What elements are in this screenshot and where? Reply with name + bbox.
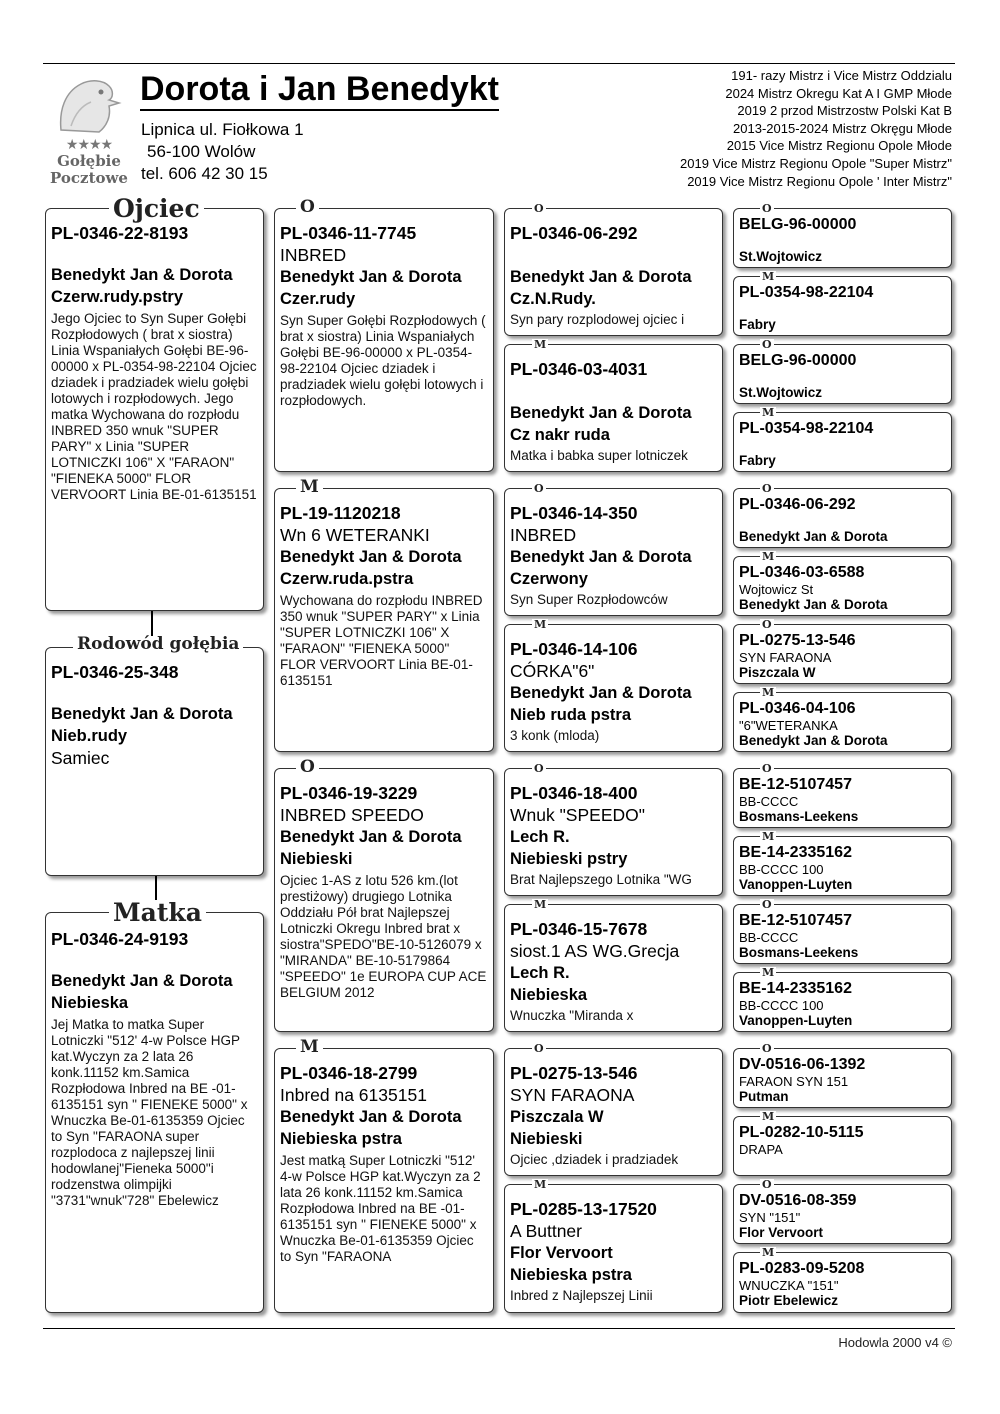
sex-label: M [534, 1178, 547, 1191]
achievement: 2013-2015-2024 Mistrz Okręgu Młode [733, 120, 952, 136]
pigeon-name [739, 438, 946, 453]
owner: Benedykt Jan & Dorota [739, 597, 888, 612]
ring-number: PL-0285-13-17520 [510, 1199, 657, 1219]
ancestor-card [733, 208, 952, 268]
ring-number: BELG-96-00000 [739, 216, 857, 233]
parent-card [274, 1048, 494, 1313]
pigeon-name: SYN "151" [739, 1210, 801, 1225]
sex-label: M [762, 966, 775, 979]
owner: St.Wojtowicz [739, 385, 822, 400]
pigeon-name: INBRED [280, 245, 347, 265]
color: Czerwony [510, 570, 588, 588]
pigeon-name: Wn 6 WETERANKI [280, 525, 430, 545]
achievement: 2024 Mistrz Okregu Kat A I GMP Młode [725, 85, 952, 101]
sex-label: O [762, 618, 772, 631]
sex-label: O [534, 762, 544, 775]
address-line-2: 56-100 Wolów [147, 142, 256, 161]
grandparent-card [504, 208, 723, 336]
achievement: 2019 Vice Mistrz Regionu Opole "Super Mistrz" [680, 155, 952, 171]
sex-label: O [534, 482, 544, 495]
note: Inbred z Najlepszej Linii [510, 1288, 653, 1303]
ring-number: PL-0346-19-3229 [280, 783, 418, 803]
ancestor-card [733, 836, 952, 896]
pigeon-name: BB-CCCC [739, 794, 799, 809]
subject-ring: PL-0346-25-348 [51, 662, 179, 682]
owner: Lech R. [510, 964, 570, 982]
grandparent-card [504, 624, 723, 752]
ring-number: PL-0354-98-22104 [739, 420, 874, 437]
ancestor-card [733, 624, 952, 684]
pigeon-name [510, 244, 717, 266]
achievements-list [680, 67, 952, 190]
ring-number: PL-0275-13-546 [510, 1063, 638, 1083]
color: Nieb ruda pstra [510, 706, 632, 724]
subject-sex: Samiec [51, 748, 110, 768]
owner: Lech R. [510, 828, 570, 846]
ring-number: PL-0283-09-5208 [739, 1260, 865, 1277]
ring-number: BE-12-5107457 [739, 912, 852, 929]
sex-label: O [762, 1042, 772, 1055]
owner: Vanoppen-Luyten [739, 1013, 853, 1028]
ancestor-card [733, 972, 952, 1032]
mother-ring: PL-0346-24-9193 [51, 929, 189, 949]
color: Czer.rudy [280, 290, 356, 308]
color: Niebieska pstra [510, 1266, 632, 1284]
owner: Fabry [739, 453, 776, 468]
parent-card [274, 768, 494, 1032]
sex-label: M [762, 686, 775, 699]
pigeon-name [739, 370, 946, 385]
achievement: 2015 Vice Mistrz Regionu Opole Młode [726, 138, 952, 154]
sex-label: O [762, 762, 772, 775]
note: Brat Najlepszego Lotnika "WG [510, 872, 692, 887]
mother-owner: Benedykt Jan & Dorota [51, 972, 233, 990]
owner: Benedykt Jan & Dorota [280, 1108, 462, 1126]
parent-card [274, 488, 494, 752]
owner: Bosmans-Leekens [739, 809, 859, 824]
pigeon-name: INBRED [510, 525, 577, 545]
pigeon-name: FARAON SYN 151 [739, 1074, 849, 1089]
ring-number: DV-0516-08-359 [739, 1192, 857, 1209]
owner: Flor Vervoort [510, 1244, 613, 1262]
logo-text-1: Gołębie [57, 152, 121, 170]
subject-owner: Benedykt Jan & Dorota [51, 705, 233, 723]
grandparent-card [504, 768, 723, 896]
pigeon-logo-icon [51, 70, 127, 142]
father-label: Ojciec [109, 196, 204, 221]
breeder-title: Dorota i Jan Benedykt [140, 70, 499, 111]
note: 3 konk (mloda) [510, 728, 600, 743]
pigeon-name: SYN FARAONA [739, 650, 832, 665]
note: Matka i babka super lotniczek [510, 448, 688, 463]
note: Syn Super Gołębi Rozpłodowych ( brat x siostra) Linia Wspaniałych Gołębi BE-96-00000 x PL-0354-98-22104 Ojciec dziadek i pradziadek wielu gołębi lotowych i rozpłodowych. [280, 313, 486, 408]
sex-label: O [534, 1042, 544, 1055]
sex-label: M [762, 1110, 775, 1123]
pigeon-name: A Buttner [510, 1221, 582, 1241]
sex-label: M [296, 1039, 323, 1056]
grandparent-card [504, 1184, 723, 1313]
father-card [45, 208, 264, 611]
ancestor-card [733, 488, 952, 548]
color: Niebieski [280, 850, 353, 868]
sex-label: O [534, 202, 544, 215]
achievement: 191- razy Mistrz i Vice Mistrz Oddzialu [731, 68, 952, 83]
sex-label: O [762, 1178, 772, 1191]
logo-text-2: Pocztowe [50, 169, 128, 187]
ancestor-card [733, 1252, 952, 1313]
owner: Vanoppen-Luyten [739, 877, 853, 892]
pigeon-name: WNUCZKA "151" [739, 1278, 839, 1293]
subject-color: Nieb.rudy [51, 727, 128, 745]
sex-label: M [762, 1246, 775, 1259]
pigeon-name: Inbred na 6135151 [280, 1085, 427, 1105]
grandparent-card [504, 344, 723, 472]
pigeon-name: INBRED SPEEDO [280, 805, 424, 825]
ancestor-card [733, 344, 952, 404]
pigeon-name: CÓRKA"6" [510, 661, 595, 681]
sex-label: M [534, 618, 547, 631]
sex-label: M [762, 550, 775, 563]
grandparent-card [504, 488, 723, 616]
ring-number: BE-14-2335162 [739, 844, 852, 861]
mother-color: Niebieska [51, 994, 129, 1012]
pigeon-name [739, 234, 946, 249]
sex-label: O [762, 482, 772, 495]
mother-label: Matka [109, 900, 206, 925]
owner: Benedykt Jan & Dorota [510, 548, 692, 566]
sex-label: M [534, 338, 547, 351]
color: Czerw.ruda.pstra [280, 570, 414, 588]
note: Jest matką Super Lotniczki "512' 4-w Polsce HGP kat.Wyczyn za 2 lata 26 konk.11152 km.Samica Rozpłodowa Inbred na BE -01-6135151 syn " FIENEKE 5000" x Wnuczka Be-01-6135359 Ojciec to Syn "FARAONA [280, 1153, 481, 1264]
ring-number: BE-14-2335162 [739, 980, 852, 997]
sex-label: M [762, 830, 775, 843]
ring-number: PL-0346-03-6588 [739, 564, 865, 581]
pigeon-name: "6"WETERANKA [739, 718, 838, 733]
color: Cz.N.Rudy. [510, 290, 596, 308]
pigeon-name: BB-CCCC [739, 930, 799, 945]
color: Niebieska pstra [280, 1130, 402, 1148]
sex-label: O [296, 199, 319, 216]
sex-label: O [762, 898, 772, 911]
grandparent-card [504, 1048, 723, 1176]
mother-note: Jej Matka to matka Super Lotniczki "512' 4-w Polsce HGP kat.Wyczyn za 2 lata 26 konk.11152 km.Samica Rozpłodowa Inbred na BE -01-6135151 syn " FIENEKE 5000" x Wnuczka Be-01-6135359 Ojciec to Syn "FARAONA super rozplodoca z najlepszej linii hodowlanej"Fieneka 5000"i rodzenstwa olimpijki "3731"wnuk"728" Ebelewicz [51, 1017, 248, 1208]
owner: Fabry [739, 317, 776, 332]
owner: Benedykt Jan & Dorota [280, 268, 462, 286]
sex-label: O [762, 202, 772, 215]
pigeon-name: siost.1 AS WG.Grecja [510, 941, 680, 961]
note: Wychowana do rozpłodu INBRED 350 wnuk "SUPER PARY" x Linia "SUPER LOTNICZKI 106" X "FARAON" "FIENEKA 5000" FLOR VERVOORT Linia BE-01-6135151 [280, 593, 483, 688]
note: Ojciec 1-AS z lotu 526 km.(lot prestiżowy) drugiego Lotnika Oddziału Pół brat Najlepszej Lotniczki Okregu Inbred brat x siostra"SPEDO"BE-10-5126079 x "MIRANDA" BE-10-5179864 "SPEEDO" 1e EUROPA CUP ACE BELGIUM 2012 [280, 873, 487, 1000]
ancestor-card [733, 904, 952, 964]
logo [43, 68, 135, 186]
owner: St.Wojtowicz [739, 249, 822, 264]
ancestor-card [733, 1048, 952, 1108]
ring-number: PL-0346-03-4031 [510, 359, 648, 379]
owner: Benedykt Jan & Dorota [510, 404, 692, 422]
sex-label: O [762, 338, 772, 351]
top-rule [43, 63, 955, 64]
ancestor-card [733, 1116, 952, 1176]
ring-number: PL-0282-10-5115 [739, 1124, 864, 1141]
pigeon-name [510, 380, 717, 402]
ring-number: BE-12-5107457 [739, 776, 852, 793]
owner: Benedykt Jan & Dorota [510, 684, 692, 702]
color: Niebieski [510, 1130, 583, 1148]
owner: Piotr Ebelewicz [739, 1293, 839, 1308]
ancestor-card [733, 276, 952, 336]
ancestor-card [733, 412, 952, 472]
owner: Piszczala W [510, 1108, 604, 1126]
owner: Benedykt Jan & Dorota [510, 268, 692, 286]
ancestor-card [733, 768, 952, 828]
grandparent-card [504, 904, 723, 1032]
owner: Benedykt Jan & Dorota [280, 548, 462, 566]
footer-credit: Hodowla 2000 v4 © [838, 1335, 952, 1350]
ring-number: PL-0346-14-350 [510, 503, 638, 523]
owner: Piszczala W [739, 665, 816, 680]
sex-label: O [296, 759, 319, 776]
phone: tel. 606 42 30 15 [141, 164, 268, 183]
pigeon-name: BB-CCCC 100 [739, 998, 824, 1013]
note: Wnuczka "Miranda x [510, 1008, 634, 1023]
ring-number: PL-0346-06-292 [510, 223, 638, 243]
pigeon-name: Wojtowicz St [739, 582, 814, 597]
ring-number: PL-0354-98-22104 [739, 284, 874, 301]
color: Niebieska [510, 986, 588, 1004]
pigeon-name: Wnuk "SPEEDO" [510, 805, 645, 825]
ring-number: PL-0346-04-106 [739, 700, 856, 717]
owner: Putman [739, 1089, 789, 1104]
sex-label: M [762, 406, 775, 419]
address-line-1: Lipnica ul. Fiołkowa 1 [141, 120, 304, 139]
ring-number: PL-0275-13-546 [739, 632, 856, 649]
ring-number: BELG-96-00000 [739, 352, 857, 369]
pigeon-name: BB-CCCC 100 [739, 862, 824, 877]
ring-number: PL-0346-06-292 [739, 496, 856, 513]
ring-number: PL-0346-11-7745 [280, 223, 417, 243]
ring-number: PL-0346-18-2799 [280, 1063, 418, 1083]
father-color: Czerw.rudy.pstry [51, 288, 184, 306]
logo-stars: ★★★★ [65, 136, 113, 152]
ring-number: PL-19-1120218 [280, 503, 401, 523]
sex-label: M [762, 270, 775, 283]
father-note: Jego Ojciec to Syn Super Gołębi Rozpłodowych ( brat x siostra) Linia Wspaniałych Gołębi BE-96-00000 x PL-0354-98-22104 Ojciec dziadek i pradziadek wielu gołębi lotowych i rozpłodowych. Jego matka Wychowana do rozpłodu INBRED 350 wnuk "SUPER PARY" x Linia "SUPER LOTNICZKI 106" X "FARAON" "FIENEKA 5000" FLOR VERVOORT Linia BE-01-6135151 [51, 311, 257, 502]
pigeon-name: DRAPA [739, 1142, 783, 1157]
owner: Benedykt Jan & Dorota [739, 529, 888, 544]
mother-card [45, 912, 264, 1313]
ancestor-card [733, 692, 952, 752]
ring-number: PL-0346-15-7678 [510, 919, 648, 939]
ring-number: DV-0516-06-1392 [739, 1056, 866, 1073]
achievement: 2019 Vice Mistrz Regionu Opole ' Inter Mistrz" [687, 173, 952, 189]
pigeon-name: SYN FARAONA [510, 1085, 635, 1105]
ancestor-card [733, 556, 952, 616]
color: Cz nakr ruda [510, 426, 610, 444]
bottom-rule [43, 1328, 955, 1329]
ring-number: PL-0346-18-400 [510, 783, 638, 803]
owner: Benedykt Jan & Dorota [280, 828, 462, 846]
color: Niebieski pstry [510, 850, 628, 868]
owner: Bosmans-Leekens [739, 945, 859, 960]
ancestor-card [733, 1184, 952, 1244]
achievement: 2019 2 przod Mistrzostw Polski Kat B [737, 103, 952, 119]
pigeon-name [739, 514, 946, 529]
subject-card [45, 647, 264, 876]
father-owner: Benedykt Jan & Dorota [51, 266, 233, 284]
pedigree-label: Rodowód gołębia [73, 636, 243, 653]
note: Ojciec ,dziadek i pradziadek [510, 1152, 679, 1167]
father-ring: PL-0346-22-8193 [51, 223, 189, 243]
sex-label: M [296, 479, 323, 496]
note: Syn Super Rozpłodowców [510, 592, 668, 607]
owner: Benedykt Jan & Dorota [739, 733, 888, 748]
note: Syn pary rozplodowej ojciec i [510, 312, 685, 327]
sex-label: M [534, 898, 547, 911]
ring-number: PL-0346-14-106 [510, 639, 638, 659]
parent-card [274, 208, 494, 472]
pigeon-name [739, 302, 946, 317]
owner: Flor Vervoort [739, 1225, 824, 1240]
